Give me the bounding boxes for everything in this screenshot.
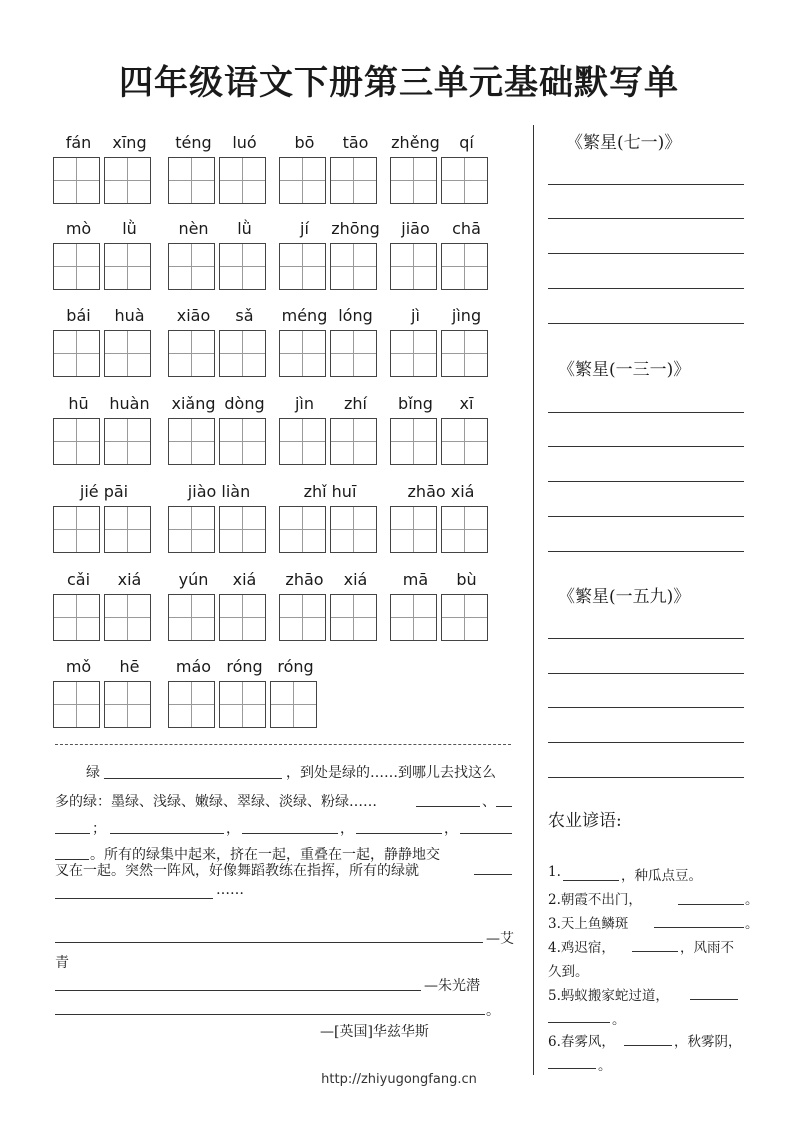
- writing-box[interactable]: [330, 506, 377, 553]
- writing-box[interactable]: [390, 594, 437, 641]
- pinyin-label: chā: [452, 219, 481, 238]
- pinyin-label: xī: [459, 394, 474, 413]
- author-name: —朱光潜: [424, 978, 480, 994]
- blank-line[interactable]: [55, 942, 483, 943]
- writing-box[interactable]: [104, 681, 151, 728]
- writing-box[interactable]: [219, 243, 266, 290]
- pinyin-label: nèn: [178, 219, 209, 238]
- writing-line[interactable]: [548, 742, 744, 743]
- pinyin-label: fán: [65, 133, 92, 152]
- blank-line[interactable]: [474, 874, 512, 875]
- writing-box[interactable]: [53, 594, 100, 641]
- writing-box[interactable]: [279, 594, 326, 641]
- passage-text: 多的绿：墨绿、浅绿、嫩绿、翠绿、淡绿、粉绿……: [55, 794, 377, 810]
- writing-box[interactable]: [270, 681, 317, 728]
- writing-box[interactable]: [390, 243, 437, 290]
- pinyin-label: jié pāi: [79, 482, 129, 501]
- pinyin-label: bù: [456, 570, 477, 589]
- writing-box[interactable]: [441, 506, 488, 553]
- blank-line[interactable]: [678, 904, 744, 905]
- writing-box[interactable]: [390, 157, 437, 204]
- pinyin-label: zhōng: [331, 219, 380, 238]
- pinyin-label: zhǐ huī: [303, 482, 357, 501]
- blank-line[interactable]: [496, 806, 512, 807]
- proverbs-title: 农业谚语:: [548, 811, 622, 831]
- blank-line[interactable]: [548, 1068, 596, 1069]
- proverb-text: 。: [598, 1058, 612, 1074]
- writing-box[interactable]: [53, 681, 100, 728]
- proverb-text: 。: [745, 892, 759, 908]
- writing-box[interactable]: [390, 506, 437, 553]
- writing-box[interactable]: [168, 243, 215, 290]
- pinyin-label: zhí: [344, 394, 367, 413]
- proverb-text: 6.春雾风，: [548, 1034, 615, 1050]
- writing-line[interactable]: [548, 253, 744, 254]
- pinyin-label: xīng: [112, 133, 147, 152]
- passage-text: ……: [216, 882, 244, 898]
- writing-box[interactable]: [219, 157, 266, 204]
- blank-line[interactable]: [55, 990, 421, 991]
- pinyin-label: cǎi: [66, 570, 91, 589]
- passage-text: 绿: [86, 765, 100, 781]
- pinyin-label: xiǎng: [171, 394, 216, 413]
- proverb-text: ，风雨不: [680, 940, 734, 956]
- blank-line[interactable]: [110, 833, 224, 834]
- writing-box[interactable]: [330, 243, 377, 290]
- passage-text: ，: [226, 821, 240, 837]
- writing-box[interactable]: [279, 243, 326, 290]
- pinyin-label: bái: [66, 306, 91, 325]
- passage-text: ，: [444, 821, 458, 837]
- writing-box[interactable]: [104, 243, 151, 290]
- blank-line[interactable]: [55, 833, 90, 834]
- writing-box[interactable]: [330, 330, 377, 377]
- passage-text: ，到处是绿的……到哪儿去找这么: [286, 765, 496, 781]
- pinyin-label: tāo: [342, 133, 369, 152]
- writing-box[interactable]: [219, 330, 266, 377]
- pinyin-label: hū: [68, 394, 89, 413]
- blank-line[interactable]: [460, 833, 512, 834]
- passage-text: 、: [482, 794, 496, 810]
- pinyin-label: mǒ: [65, 657, 92, 676]
- writing-box[interactable]: [441, 594, 488, 641]
- writing-box[interactable]: [104, 418, 151, 465]
- writing-line[interactable]: [548, 184, 744, 185]
- writing-box[interactable]: [168, 418, 215, 465]
- poem-title: 《繁星(一五九)》: [558, 587, 691, 607]
- writing-box[interactable]: [53, 243, 100, 290]
- writing-line[interactable]: [548, 551, 744, 552]
- writing-box[interactable]: [441, 157, 488, 204]
- author-name: —[英国]华兹华斯: [320, 1024, 429, 1040]
- pinyin-label: jì: [411, 306, 420, 325]
- pinyin-label: jìng: [451, 306, 482, 325]
- writing-box[interactable]: [279, 506, 326, 553]
- pinyin-label: lǜ: [237, 219, 252, 238]
- writing-box[interactable]: [390, 330, 437, 377]
- blank-line[interactable]: [55, 898, 213, 899]
- writing-box[interactable]: [441, 243, 488, 290]
- passage-text: ，: [340, 821, 354, 837]
- pinyin-label: hē: [119, 657, 140, 676]
- poem-title: 《繁星(一三一)》: [558, 360, 691, 380]
- proverb-text: 。: [745, 916, 759, 932]
- writing-line[interactable]: [548, 673, 744, 674]
- writing-box[interactable]: [330, 418, 377, 465]
- pinyin-label: lóng: [338, 306, 373, 325]
- writing-box[interactable]: [168, 157, 215, 204]
- pinyin-label: méng: [281, 306, 328, 325]
- writing-box[interactable]: [53, 506, 100, 553]
- blank-line[interactable]: [104, 778, 282, 779]
- writing-box[interactable]: [219, 681, 266, 728]
- blank-line[interactable]: [624, 1045, 672, 1046]
- pinyin-label: zhāo xiá: [407, 482, 475, 501]
- pinyin-label: jìn: [294, 394, 315, 413]
- pinyin-label: jiāo: [401, 219, 430, 238]
- pinyin-label: lǜ: [122, 219, 137, 238]
- writing-line[interactable]: [548, 412, 744, 413]
- pinyin-label: xiá: [117, 570, 142, 589]
- proverb-text: 。: [612, 1012, 626, 1028]
- writing-box[interactable]: [441, 330, 488, 377]
- writing-line[interactable]: [548, 707, 744, 708]
- blank-line[interactable]: [654, 927, 744, 928]
- writing-box[interactable]: [441, 418, 488, 465]
- blank-line[interactable]: [690, 999, 738, 1000]
- writing-box[interactable]: [104, 506, 151, 553]
- blank-line[interactable]: [632, 951, 678, 952]
- proverb-text: 2.朝霞不出门，: [548, 892, 642, 908]
- writing-box[interactable]: [279, 330, 326, 377]
- pinyin-label: luó: [232, 133, 257, 152]
- writing-box[interactable]: [330, 594, 377, 641]
- writing-box[interactable]: [279, 418, 326, 465]
- pinyin-label: xiá: [232, 570, 257, 589]
- pinyin-label: dòng: [224, 394, 265, 413]
- writing-line[interactable]: [548, 638, 744, 639]
- pinyin-label: mā: [402, 570, 429, 589]
- author-name: —艾: [486, 931, 514, 947]
- writing-line[interactable]: [548, 288, 744, 289]
- pinyin-label: bǐng: [398, 394, 433, 413]
- page-title: 四年级语文下册第三单元基础默写单: [119, 63, 679, 103]
- proverb-text: 4.鸡迟宿，: [548, 940, 615, 956]
- pinyin-label: xiá: [343, 570, 368, 589]
- pinyin-label: qí: [459, 133, 474, 152]
- writing-box[interactable]: [168, 330, 215, 377]
- pinyin-label: jí: [300, 219, 309, 238]
- column-divider: [533, 125, 534, 1075]
- writing-box[interactable]: [279, 157, 326, 204]
- passage-text: 。: [486, 1003, 500, 1019]
- blank-line[interactable]: [55, 1014, 485, 1015]
- pinyin-label: jiào liàn: [187, 482, 251, 501]
- pinyin-label: xiāo: [176, 306, 211, 325]
- writing-box[interactable]: [219, 506, 266, 553]
- proverb-text: ，秋雾阴，: [674, 1034, 742, 1050]
- proverb-text: ，种瓜点豆。: [621, 868, 702, 884]
- pinyin-label: róng: [277, 657, 314, 676]
- writing-line[interactable]: [548, 481, 744, 482]
- passage-text: 叉在一起。突然一阵风，好像舞蹈教练在指挥，所有的绿就: [55, 863, 419, 879]
- writing-box[interactable]: [53, 157, 100, 204]
- pinyin-label: bō: [294, 133, 315, 152]
- proverb-text: 1.: [548, 864, 561, 880]
- pinyin-label: sǎ: [235, 306, 254, 325]
- writing-box[interactable]: [168, 594, 215, 641]
- blank-line[interactable]: [242, 833, 338, 834]
- blank-line[interactable]: [416, 806, 480, 807]
- writing-line[interactable]: [548, 323, 744, 324]
- writing-box[interactable]: [104, 330, 151, 377]
- poem-title: 《繁星(七一)》: [566, 133, 682, 153]
- pinyin-label: huàn: [109, 394, 150, 413]
- passage-text: 。所有的绿集中起来，挤在一起，重叠在一起，静静地交: [90, 847, 440, 863]
- writing-box[interactable]: [219, 418, 266, 465]
- blank-line[interactable]: [548, 1022, 610, 1023]
- writing-box[interactable]: [168, 681, 215, 728]
- pinyin-label: róng: [226, 657, 263, 676]
- writing-box[interactable]: [104, 594, 151, 641]
- writing-box[interactable]: [104, 157, 151, 204]
- passage-text: ；: [92, 821, 106, 837]
- pinyin-label: zhāo: [285, 570, 324, 589]
- writing-line[interactable]: [548, 777, 744, 778]
- pinyin-label: huà: [114, 306, 145, 325]
- blank-line[interactable]: [356, 833, 442, 834]
- pinyin-label: mò: [65, 219, 92, 238]
- proverb-text: 3.天上鱼鳞斑: [548, 916, 629, 932]
- writing-box[interactable]: [53, 330, 100, 377]
- pinyin-label: téng: [175, 133, 212, 152]
- writing-box[interactable]: [330, 157, 377, 204]
- writing-line[interactable]: [548, 516, 744, 517]
- blank-line[interactable]: [563, 880, 619, 881]
- pinyin-label: zhěng: [391, 133, 440, 152]
- proverb-text: 久到。: [548, 964, 589, 980]
- writing-box[interactable]: [219, 594, 266, 641]
- footer-url[interactable]: http://zhiyugongfang.cn: [321, 1072, 477, 1087]
- pinyin-label: máo: [175, 657, 212, 676]
- section-divider: [55, 744, 511, 745]
- writing-box[interactable]: [168, 506, 215, 553]
- writing-line[interactable]: [548, 218, 744, 219]
- writing-line[interactable]: [548, 446, 744, 447]
- writing-box[interactable]: [53, 418, 100, 465]
- proverb-text: 5.蚂蚁搬家蛇过道，: [548, 988, 669, 1004]
- writing-box[interactable]: [390, 418, 437, 465]
- author-name: 青: [55, 955, 69, 971]
- pinyin-label: yún: [178, 570, 209, 589]
